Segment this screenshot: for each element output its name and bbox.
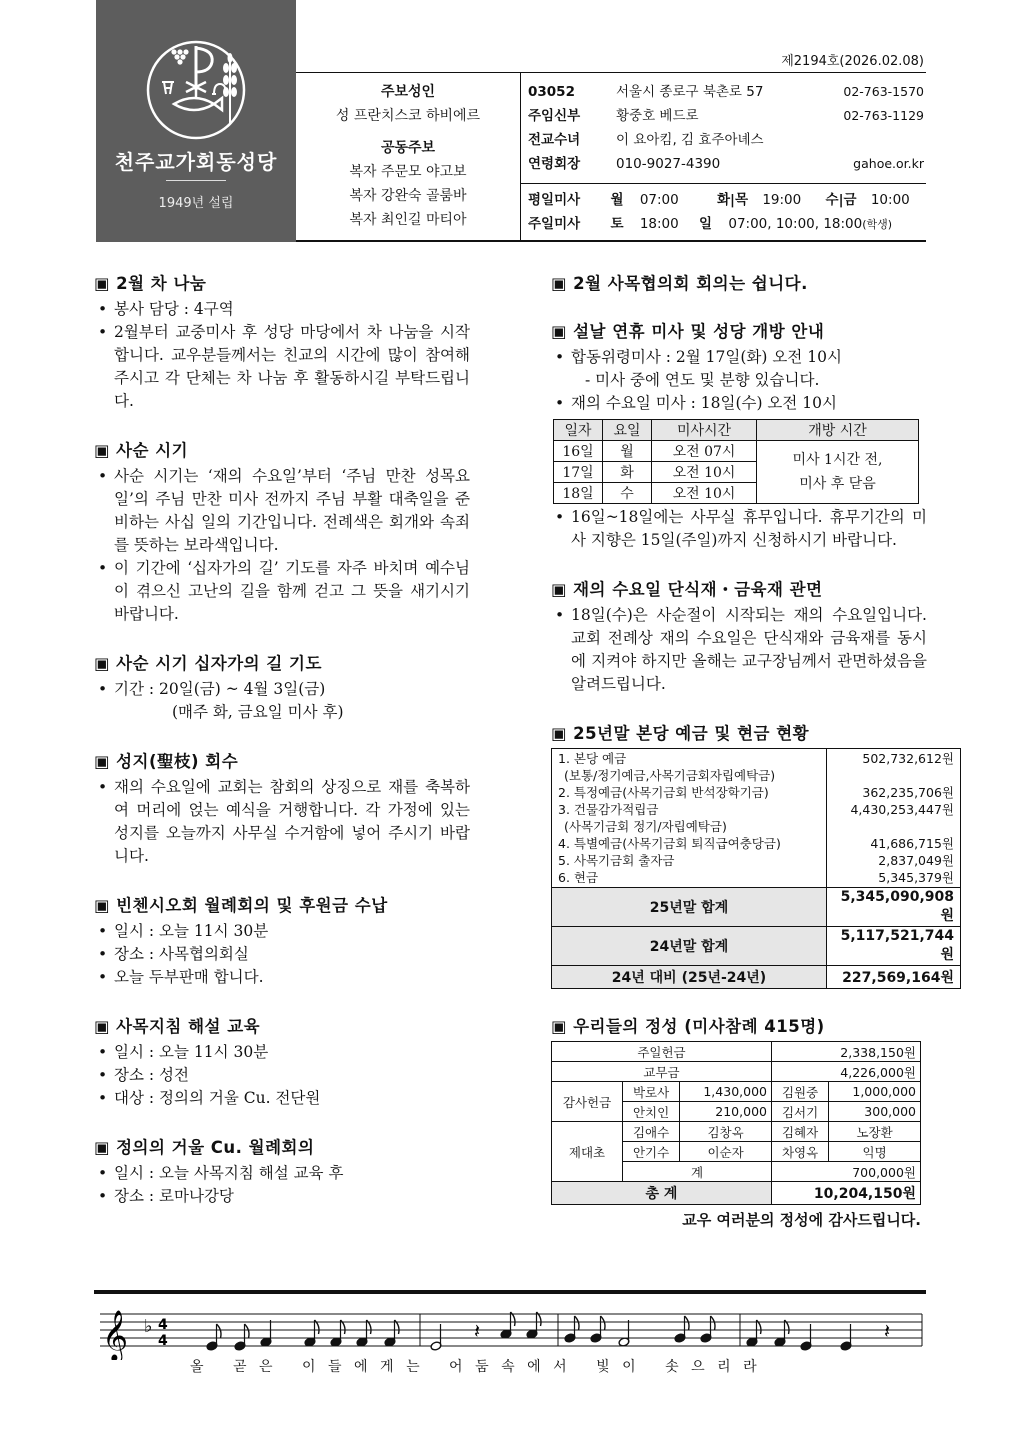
deposit-label: 2. 특정예금(사목기금회 반석장학기금) (558, 785, 769, 800)
mon-time: 07:00 (639, 192, 679, 208)
donor-name: 김애수 (623, 1122, 680, 1142)
table-row (552, 1082, 921, 1102)
section-title: 25년말 본당 예금 및 현금 현황 (573, 724, 810, 743)
address: 서울시 종로구 북촌로 57 (616, 84, 764, 100)
section-palm-collection (94, 748, 470, 868)
co-patron: 복자 강완숙 골룸바 (349, 188, 467, 204)
open-note: 미사 1시간 전, (792, 452, 883, 468)
contact-info (528, 80, 926, 176)
table-cell: 수 (603, 483, 652, 504)
music-staff (100, 1300, 926, 1360)
dues-label: 교무금 (552, 1062, 772, 1082)
deposit-table (551, 748, 961, 989)
section-title: 빈첸시오회 월례회의 및 후원금 수납 (116, 896, 388, 915)
co-patron-title: 공동주보 (380, 140, 436, 156)
tue-thu-time: 19:00 (762, 192, 802, 208)
tue-thu-label: 화|목 (717, 192, 749, 208)
section-offerings (551, 1013, 927, 1230)
list-item: • 일시 : 오늘 사목지침 해설 교육 후 (94, 1162, 470, 1185)
list-item: • 재의 수요일에 교회는 참회의 상징으로 재를 축복하여 머리에 얹는 예식을 거행합니다. 각 가정에 있는 성지를 오늘까지 사무실 수거함에 넣어 주시기 바랍니다. (94, 776, 470, 868)
council-label: 연령회장 (528, 156, 581, 172)
sum-label: 24년말 합계 (552, 927, 827, 966)
offering-table (551, 1041, 921, 1205)
donor-name: 차영옥 (771, 1142, 828, 1162)
grand-total-label: 총 계 (552, 1182, 772, 1205)
sat-label: 토 (610, 216, 624, 232)
sub-note: (매주 화, 금요일 미사 후) (172, 703, 344, 721)
section-council-off (551, 270, 927, 294)
list-item: • 기간 : 20일(금) ~ 4월 3일(금) (94, 678, 470, 701)
holiday-mass-table (553, 419, 919, 504)
section-lunar-new-year (551, 318, 927, 552)
list-item: • 장소 : 성전 (94, 1064, 470, 1087)
table-row (552, 1122, 921, 1142)
sisters-label: 전교수녀 (528, 132, 581, 148)
square-bullet-icon: ▣ (551, 1017, 568, 1036)
donor-name: 익명 (829, 1142, 921, 1162)
section-deposit-status (551, 720, 954, 989)
mon-label: 월 (610, 192, 624, 208)
list-item: • 봉사 담당 : 4구역 (94, 298, 470, 321)
table-cell: 화 (603, 462, 652, 483)
table-cell: 16일 (554, 441, 603, 462)
section-title: 2월 사목협의회 회의는 쉽니다. (573, 274, 808, 293)
table-row (552, 927, 961, 966)
sun-label: 일 (699, 216, 713, 232)
sum-amount: 5,345,090,908원 (827, 888, 961, 927)
donor-name: 안기수 (623, 1142, 680, 1162)
header-rule-top (296, 72, 926, 73)
deposit-amount: 502,732,612원 (862, 751, 954, 766)
square-bullet-icon: ▣ (94, 654, 111, 673)
square-bullet-icon: ▣ (94, 274, 111, 293)
table-header: 일자 (554, 420, 603, 441)
table-cell: 17일 (554, 462, 603, 483)
music-rule (94, 1290, 926, 1294)
table-row (552, 749, 961, 888)
list-item: • 장소 : 로마나강당 (94, 1185, 470, 1208)
section-ash-wednesday-fast (551, 576, 927, 696)
list-item: • 16일~18일에는 사무실 휴무입니다. 휴무기간의 미사 지향은 15일(주일)까지 신청하시기 바랍니다. (551, 506, 927, 552)
wed-fri-time: 10:00 (870, 192, 910, 208)
donor-name: 박로사 (623, 1082, 680, 1102)
square-bullet-icon: ▣ (551, 580, 568, 599)
rest-icon: 𝄽 (884, 1319, 891, 1343)
table-cell: 오전 07시 (652, 441, 757, 462)
list-item: • 대상 : 정의의 거울 Cu. 전단원 (94, 1087, 470, 1110)
square-bullet-icon: ▣ (551, 724, 568, 743)
section-title: 2월 차 나눔 (116, 274, 207, 293)
list-item: • 18일(수)은 사순절이 시작되는 재의 수요일입니다. 교회 전례상 재의 수요일은 단식재와 금육재를 동시에 지켜야 하지만 올해는 교구장님께서 관면하셨음을 알려드립니다. (551, 604, 927, 696)
sunday-mass-label: 주일미사 (528, 216, 581, 232)
table-cell: 월 (603, 441, 652, 462)
deposit-label: 3. 건물감가적립금 (558, 802, 659, 817)
founded-year: 1949년 설립 (158, 196, 234, 211)
section-title: 사순 시기 (116, 441, 189, 460)
phone-pastor: 02-763-1129 (843, 108, 924, 123)
sun-times: 07:00, 10:00, 18:00 (728, 216, 863, 232)
sum-label: 24년 대비 (25년-24년) (552, 966, 827, 989)
section-title: 사목지침 해설 교육 (116, 1017, 261, 1036)
mass-schedule (528, 188, 926, 236)
list-item: • 이 기간에 ‘십자가의 길’ 기도를 자주 바치며 예수님이 겪으신 고난의 길을 함께 걷고 그 뜻을 새기시기 바랍니다. (94, 557, 470, 626)
table-row (552, 1182, 921, 1205)
logo-block (96, 0, 296, 242)
deposit-amount: 362,235,706원 (862, 785, 954, 800)
issue-number: 제2194호(2026.02.08) (781, 54, 924, 69)
section-title: 재의 수요일 단식재・금육재 관면 (573, 580, 823, 599)
zip-code: 03052 (528, 84, 575, 100)
open-hours-cell (757, 441, 919, 504)
list-item: • 재의 수요일 미사 : 18일(수) 오전 10시 (551, 392, 927, 415)
rest-icon: 𝄽 (474, 1319, 481, 1343)
list-item: • 오늘 두부판매 합니다. (94, 966, 470, 989)
patron-saints (296, 80, 520, 232)
altar-sum-label: 계 (623, 1162, 772, 1182)
table-row (552, 966, 961, 989)
list-item: • 사순 시기는 ‘재의 수요일’부터 ‘주님 만찬 성목요일’의 주님 만찬 미사 전까지 주님 부활 대축일을 준비하는 사십 일의 기간입니다. 전례색은 회개와 속죄를 뜻하는 보라색입니다. (94, 465, 470, 557)
table-row (552, 888, 961, 927)
section-pastoral-guide (94, 1013, 470, 1110)
note-flag (601, 1316, 606, 1330)
deposit-label: 5. 사목기금회 출자금 (558, 853, 675, 868)
pastor-name: 황중호 베드로 (616, 108, 699, 124)
donor-name: 김원중 (771, 1082, 828, 1102)
square-bullet-icon: ▣ (551, 322, 568, 341)
header-divider (520, 72, 521, 242)
donor-name: 이순자 (680, 1142, 772, 1162)
donor-amount: 210,000 (680, 1102, 772, 1122)
melody-notes (206, 1312, 922, 1351)
note-flag (217, 1324, 222, 1338)
square-bullet-icon: ▣ (94, 752, 111, 771)
table-row (554, 441, 919, 462)
list-item: • 합동위령미사 : 2월 17일(화) 오전 10시 (551, 346, 927, 369)
square-bullet-icon: ▣ (94, 1017, 111, 1036)
section-way-of-cross (94, 650, 470, 724)
note-flag (685, 1316, 690, 1330)
section-title: 우리들의 정성 (미사참례 415명) (573, 1017, 825, 1036)
sunday-offering-label: 주일헌금 (552, 1042, 772, 1062)
section-title: 사순 시기 십자가의 길 기도 (116, 654, 322, 673)
table-cell: 오전 10시 (652, 462, 757, 483)
section-tea-sharing (94, 270, 470, 413)
grand-total-amount: 10,204,150원 (771, 1182, 920, 1205)
table-header: 요일 (603, 420, 652, 441)
list-item: • 장소 : 사목협의회실 (94, 943, 470, 966)
table-cell: 18일 (554, 483, 603, 504)
weekday-mass-label: 평일미사 (528, 192, 581, 208)
table-row (552, 1042, 921, 1062)
donor-amount: 1,000,000 (829, 1082, 921, 1102)
deposit-amount: 5,345,379원 (878, 870, 954, 885)
student-note: (학생) (862, 218, 893, 231)
logo-divider (166, 180, 226, 181)
deposit-label: (사목기금회 정기/자립예탁금) (564, 819, 727, 834)
list-item: • 일시 : 오늘 11시 30분 (94, 1041, 470, 1064)
left-column (94, 270, 470, 1232)
deposit-label: (보통/정기예금,사목기금회자립예탁금) (564, 768, 776, 783)
treble-clef-icon: 𝄞 (102, 1310, 129, 1360)
co-patron: 복자 최인길 마티아 (349, 212, 467, 228)
deposit-label: 4. 특별예금(사목기금회 퇴직급여충당금) (558, 836, 781, 851)
table-row (552, 1062, 921, 1082)
sum-label: 25년말 합계 (552, 888, 827, 927)
council-phone: 010-9027-4390 (616, 156, 721, 172)
list-item: • 일시 : 오늘 11시 30분 (94, 920, 470, 943)
sum-amount: 227,569,164원 (827, 966, 961, 989)
altar-sum-amount: 700,000원 (771, 1162, 920, 1182)
donor-name: 김혜자 (771, 1122, 828, 1142)
song-lyrics: 올 곧은 이들에게는 어둠속에서 빛이 솟으리라 (190, 1359, 770, 1375)
list-item: • 2월부터 교중미사 후 성당 마당에서 차 나눔을 시작합니다. 교우분들께서는 친교의 시간에 많이 참여해 주시고 각 단체는 차 나눔 후 활동하시길 부탁드립니다. (94, 321, 470, 413)
section-title: 정의의 거울 Cu. 월례회의 (116, 1138, 315, 1157)
table-header: 개방 시간 (757, 420, 919, 441)
donor-name: 노장환 (829, 1122, 921, 1142)
right-column (551, 270, 954, 1254)
note-flag (711, 1316, 716, 1330)
table-header: 미사시간 (652, 420, 757, 441)
donor-name: 안치인 (623, 1102, 680, 1122)
square-bullet-icon: ▣ (94, 896, 111, 915)
co-patron: 복자 주문모 야고보 (349, 164, 467, 180)
donor-amount: 1,430,000 (680, 1082, 772, 1102)
square-bullet-icon: ▣ (94, 1138, 111, 1157)
section-title: 설날 연휴 미사 및 성당 개방 안내 (573, 322, 825, 341)
website-link[interactable]: gahoe.or.kr (853, 156, 924, 171)
deposit-amount: 41,686,715원 (870, 836, 954, 851)
sisters-names: 이 요아킴, 김 효주아녜스 (616, 132, 764, 148)
parish-name: 천주교가회동성당 (114, 150, 278, 174)
phone-main: 02-763-1570 (843, 84, 924, 99)
altar-candle-label: 제대초 (552, 1122, 623, 1182)
note-flag (245, 1324, 250, 1338)
time-signature: 4 (158, 1317, 168, 1333)
note-flag (575, 1316, 580, 1330)
section-lent (94, 437, 470, 626)
sum-amount: 5,117,521,744원 (827, 927, 961, 966)
donor-name: 김창옥 (680, 1122, 772, 1142)
time-signature: 4 (158, 1333, 168, 1349)
sunday-offering-amount: 2,338,150원 (771, 1042, 920, 1062)
square-bullet-icon: ▣ (94, 441, 111, 460)
table-cell: 오전 10시 (652, 483, 757, 504)
thanks-offering-label: 감사헌금 (552, 1082, 623, 1122)
flat-icon: ♭ (144, 1316, 153, 1337)
donor-name: 김서기 (771, 1102, 828, 1122)
header-rule-mid (520, 183, 926, 184)
section-mirror-justice (94, 1134, 470, 1208)
patron-name: 성 프란치스코 하비에르 (335, 108, 481, 124)
deposit-amount: 2,837,049원 (878, 853, 954, 868)
open-note: 미사 후 닫음 (799, 476, 876, 492)
section-title: 성지(聖枝) 회수 (116, 752, 239, 771)
thanks-message: 교우 여러분의 정성에 감사드립니다. (682, 1211, 921, 1229)
wed-fri-label: 수|금 (825, 192, 857, 208)
deposit-label: 1. 본당 예금 (558, 751, 627, 766)
pastor-label: 주임신부 (528, 108, 581, 124)
deposit-amount: 4,430,253,447원 (850, 802, 954, 817)
sub-note: - 미사 중에 연도 및 분향 있습니다. (585, 371, 820, 389)
donor-amount: 300,000 (829, 1102, 921, 1122)
section-vincent-meeting (94, 892, 470, 989)
sat-time: 18:00 (639, 216, 679, 232)
dues-amount: 4,226,000원 (771, 1062, 920, 1082)
patron-title: 주보성인 (380, 84, 436, 100)
deposit-label: 6. 현금 (558, 870, 599, 885)
parish-emblem-icon (144, 38, 248, 142)
header-rule-bottom (296, 240, 926, 242)
square-bullet-icon: ▣ (551, 274, 568, 293)
